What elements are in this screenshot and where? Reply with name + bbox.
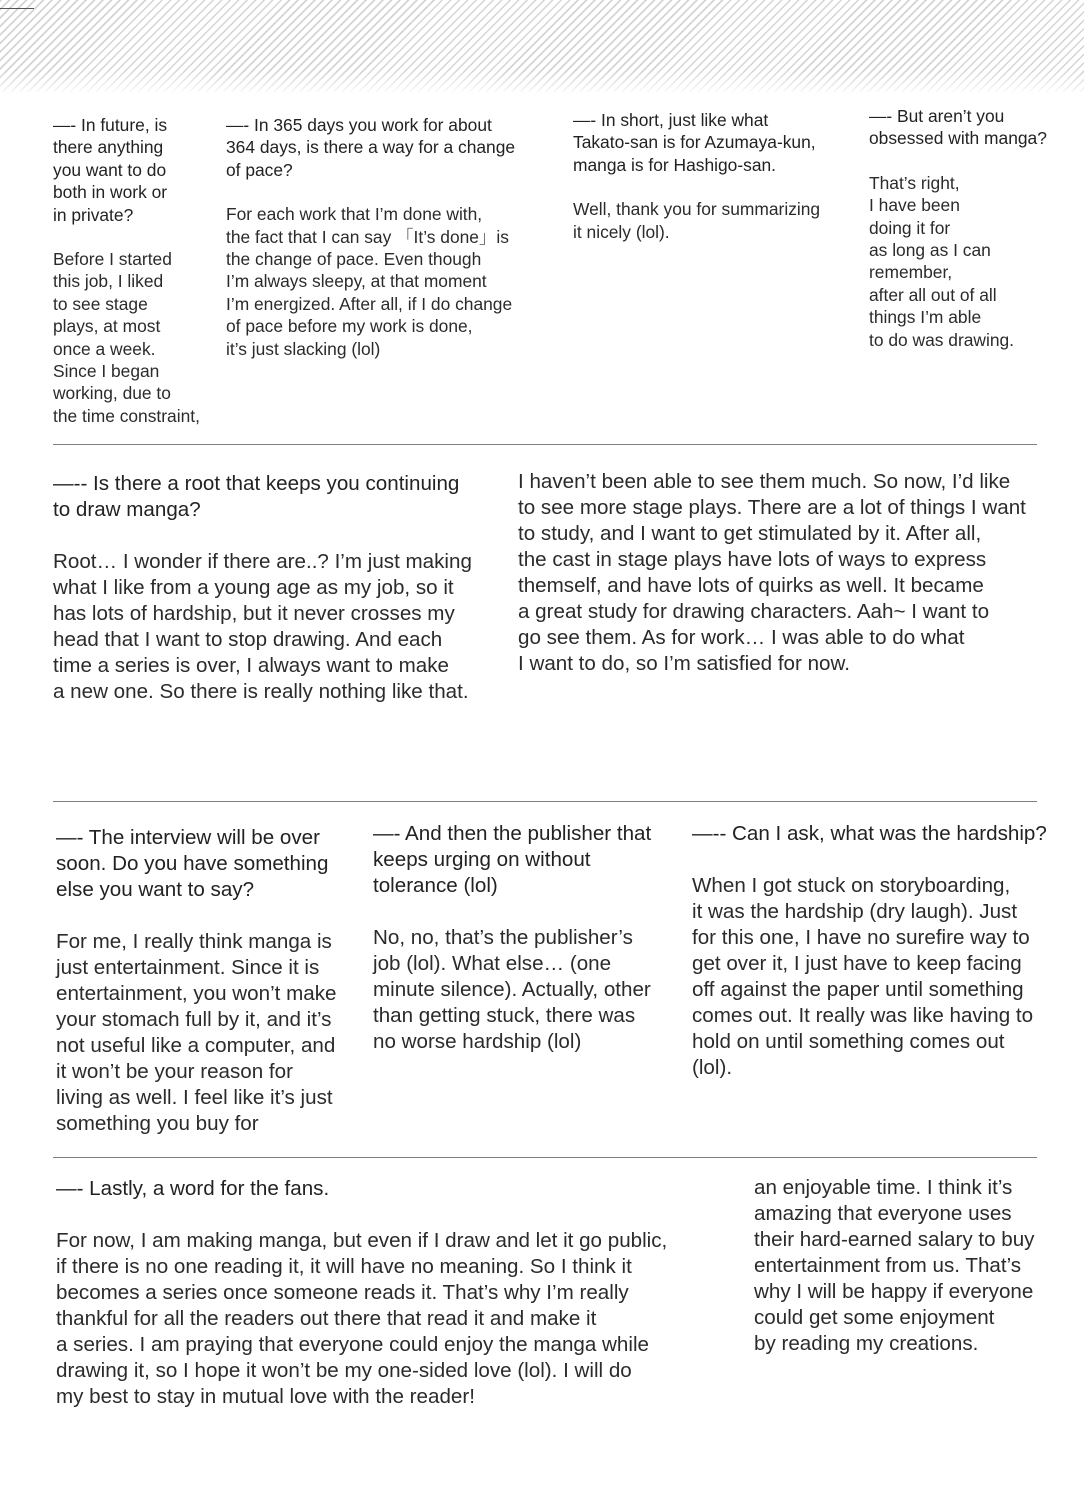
- answer-text: That’s right, I have been doing it for as long as I can remember, after all out of all things I’m able to do was drawing.: [869, 172, 1015, 350]
- answer-text: Root… I wonder if there are..? I’m just making what I like from a young age as my job, so it has lots of hardship, but it never crosses my head that I want to stop drawing. And each time a series is over, I always want to make a new one. So there is really nothing like that.: [53, 550, 472, 703]
- section-divider: [53, 1157, 1037, 1158]
- answer-continuation: [518, 469, 1078, 677]
- answer-text: For each work that I’m done with, the fact that I can say 「It’s done」is the change of pace. Even though I’m always sleepy, at that moment I’m energized. After all, if I do change of pace before my work is done, it’s just slacking (lol): [226, 204, 513, 359]
- answer-text: No, no, that’s the publisher’s job (lol). What else… (one minute silence). Actually, other than getting stuck, there was no worse hardship (lol): [373, 926, 651, 1053]
- answer-text: Before I started this job, I liked to see stage plays, at most once a week. Since I began working, due to the time constraint,: [53, 249, 200, 426]
- qa-hardship: [692, 821, 1074, 1081]
- qa-closing: [56, 825, 366, 1137]
- section-divider: [53, 444, 1037, 445]
- qa-fans: [56, 1176, 736, 1410]
- question-text: —- In short, just like what Takato-san is for Azumaya-kun, manga is for Hashigo-san.: [573, 110, 816, 175]
- answer-text: When I got stuck on storyboarding, it was the hardship (dry laugh). Just for this one, I have no surefire way to get over it, I just have to keep facing off against the paper until something comes out. It really was like having to hold on until something comes out (lol).: [692, 874, 1034, 1079]
- section-divider: [53, 801, 1037, 802]
- answer-text: Well, thank you for summarizing it nicely (lol).: [573, 199, 821, 242]
- stripe-fade: [0, 70, 1084, 96]
- corner-mark: [0, 0, 34, 9]
- qa-summary: [573, 109, 853, 243]
- qa-future-plans: [53, 114, 225, 427]
- answer-text: For now, I am making manga, but even if I draw and let it go public, if there is no one reading it, it will have no meaning. So I think it becomes a series once someone reads it. That’s why I’m really thankful for all the readers out there that read it and make it a series. I am praying that everyone could enjoy the manga while drawing it, so I hope it won’t be my one-sided love (lol). I will do my best to stay in mutual love with the reader!: [56, 1229, 668, 1408]
- answer-continuation: [754, 1175, 1074, 1357]
- question-text: —- Lastly, a word for the fans.: [56, 1177, 330, 1200]
- answer-text: I haven’t been able to see them much. So now, I’d like to see more stage plays. There are a lot of things I want to study, and I want to get stimulated by it. After all, the cast in stage plays have lots of ways to express themself, and have lots of quirks as well. It became a great study for drawing characters. Aah~ I want to go see them. As for work… I was able to do what I want to do, so I’m satisfied for now.: [518, 470, 1026, 675]
- qa-obsessed: [869, 105, 1074, 351]
- question-text: —-- Can I ask, what was the hardship?: [692, 822, 1047, 845]
- question-text: —-- Is there a root that keeps you continuing to draw manga?: [53, 472, 460, 521]
- question-text: —- And then the publisher that keeps urging on without tolerance (lol): [373, 822, 652, 897]
- answer-text: For me, I really think manga is just entertainment. Since it is entertainment, you won’t make your stomach full by it, and it’s not useful like a computer, and it won’t be your reason for living as well. I feel like it’s just something you buy for: [56, 930, 337, 1135]
- question-text: —- In future, is there anything you want to do both in work or in private?: [53, 115, 168, 225]
- qa-root: [53, 471, 503, 705]
- qa-publisher: [373, 821, 683, 1055]
- answer-text: an enjoyable time. I think it’s amazing that everyone uses their hard-earned salary to buy entertainment from us. That’s why I will be happy if everyone could get some enjoyment by reading my creations.: [754, 1176, 1035, 1355]
- question-text: —- In 365 days you work for about 364 days, is there a way for a change of pace?: [226, 115, 516, 180]
- question-text: —- But aren’t you obsessed with manga?: [869, 106, 1047, 149]
- question-text: —- The interview will be over soon. Do you have something else you want to say?: [56, 826, 329, 901]
- qa-change-of-pace: [226, 114, 546, 360]
